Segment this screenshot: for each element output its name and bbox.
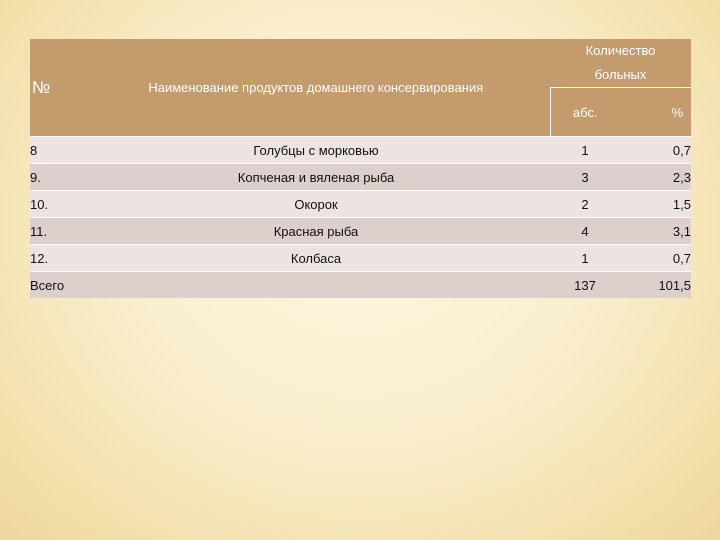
row-number: 11. xyxy=(30,218,82,245)
row-number: 9. xyxy=(30,164,82,191)
row-absolute: 1 xyxy=(550,245,620,272)
table-row xyxy=(30,164,691,191)
row-product-name: Голубцы с морковью xyxy=(82,137,550,164)
row-product-name xyxy=(82,272,550,299)
row-number: 12. xyxy=(30,245,82,272)
header-percent: % xyxy=(620,88,691,137)
header-absolute: абс. xyxy=(550,88,620,137)
row-total-percent: 101,5 xyxy=(620,272,691,299)
row-percent: 0,7 xyxy=(620,245,691,272)
row-product-name: Красная рыба xyxy=(82,218,550,245)
row-number: 8 xyxy=(30,137,82,164)
table-row-total xyxy=(30,272,691,299)
row-product-name: Окорок xyxy=(82,191,550,218)
header-patient-count-line2: больных xyxy=(594,67,647,82)
header-product-name: Наименование продуктов домашнего консервирования xyxy=(82,39,550,137)
header-number: № xyxy=(30,39,82,137)
row-total-absolute: 137 xyxy=(550,272,620,299)
table-row xyxy=(30,218,691,245)
table-row xyxy=(30,137,691,164)
header-patient-count xyxy=(550,39,691,88)
row-percent: 3,1 xyxy=(620,218,691,245)
row-percent: 2,3 xyxy=(620,164,691,191)
row-percent: 0,7 xyxy=(620,137,691,164)
row-absolute: 2 xyxy=(550,191,620,218)
row-product-name: Колбаса xyxy=(82,245,550,272)
row-absolute: 3 xyxy=(550,164,620,191)
row-total-label: Всего xyxy=(30,272,82,299)
table-row xyxy=(30,245,691,272)
table-row xyxy=(30,191,691,218)
row-number: 10. xyxy=(30,191,82,218)
row-absolute: 4 xyxy=(550,218,620,245)
products-table xyxy=(30,39,691,298)
row-percent: 1,5 xyxy=(620,191,691,218)
row-product-name: Копченая и вяленая рыба xyxy=(82,164,550,191)
row-absolute: 1 xyxy=(550,137,620,164)
table-header-row xyxy=(30,39,691,88)
header-patient-count-line1: Количество xyxy=(585,43,656,58)
